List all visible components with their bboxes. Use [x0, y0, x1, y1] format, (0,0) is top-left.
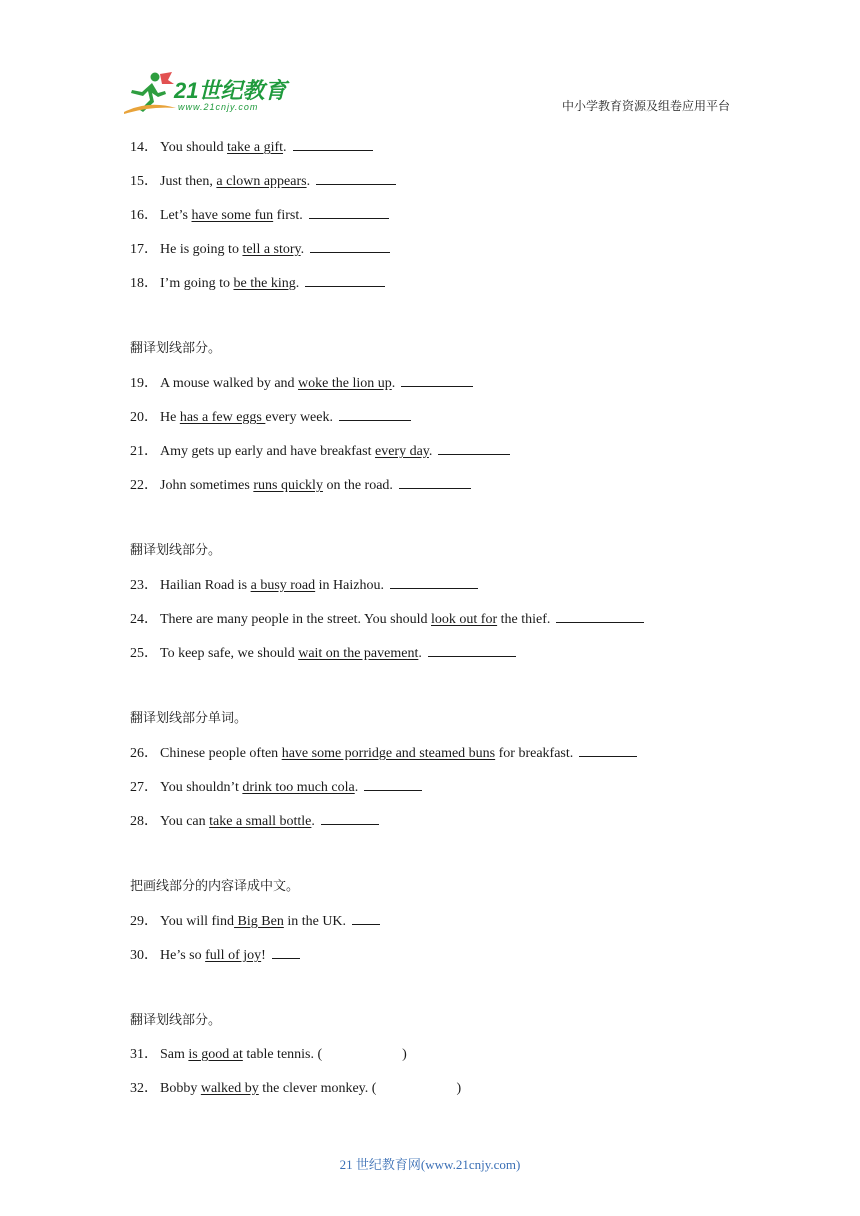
question-text: first. — [273, 208, 303, 223]
question-text: table tennis. ( — [242, 1047, 323, 1062]
question-number: 20． — [130, 410, 158, 425]
question-text: You shouldn’t — [160, 780, 243, 795]
answer-blank[interactable] — [399, 474, 471, 489]
underlined-phrase: look out for — [431, 612, 498, 627]
question-text: Chinese people often — [160, 746, 282, 761]
question-text: Amy gets up early and have breakfast — [160, 444, 375, 459]
underlined-phrase: full of joy — [205, 948, 262, 963]
underlined-phrase: tell a story — [242, 242, 301, 257]
question-text: . — [283, 140, 287, 155]
question-text: for breakfast. — [495, 746, 574, 761]
question-text: He’s so — [160, 948, 206, 963]
question-26 — [130, 742, 750, 776]
question-number: 19． — [130, 376, 158, 391]
question-text: He — [160, 410, 180, 425]
question-text: Bobby — [160, 1081, 201, 1096]
question-24 — [130, 608, 750, 642]
runner-logo-icon — [122, 70, 178, 116]
answer-blank[interactable] — [352, 910, 380, 925]
question-text: . — [354, 780, 359, 795]
question-20 — [130, 406, 750, 440]
section-title: 翻译划线部分。 — [130, 341, 222, 356]
question-text: in the UK. — [283, 914, 347, 929]
underlined-phrase: drink too much cola — [242, 780, 355, 795]
question-28 — [130, 810, 750, 844]
question-text: . — [311, 814, 315, 829]
question-16 — [130, 204, 750, 238]
question-30 — [130, 944, 750, 978]
question-15 — [130, 170, 750, 204]
answer-blank[interactable] — [272, 944, 300, 959]
page-footer: 21 世纪教育网(www.21cnjy.com) — [339, 1157, 521, 1172]
question-19 — [130, 372, 750, 406]
underlined-phrase: has a few eggs — [179, 410, 266, 425]
question-number: 30． — [130, 948, 158, 963]
question-number: 27． — [130, 780, 158, 795]
question-32 — [130, 1078, 750, 1112]
close-paren: ) — [456, 1081, 462, 1096]
underlined-phrase: runs quickly — [253, 478, 323, 493]
answer-blank[interactable] — [339, 406, 411, 421]
section-title: 翻译划线部分。 — [130, 543, 222, 558]
question-29 — [130, 910, 750, 944]
question-17 — [130, 238, 750, 272]
question-number: 28． — [130, 814, 158, 829]
answer-blank[interactable] — [401, 372, 473, 387]
underlined-phrase: every day — [374, 444, 429, 459]
question-number: 26． — [130, 746, 158, 761]
section-title: 把画线部分的内容译成中文。 — [130, 879, 300, 894]
platform-title: 中小学教育资源及组卷应用平台 — [561, 99, 730, 113]
answer-blank[interactable] — [321, 810, 379, 825]
question-text: . — [391, 376, 396, 391]
close-paren: ) — [402, 1047, 407, 1062]
question-number: 17． — [130, 242, 158, 257]
answer-blank[interactable] — [428, 642, 516, 657]
question-text: . — [418, 646, 422, 661]
underlined-phrase: wait on the pavement — [298, 646, 419, 661]
underlined-phrase: walked by — [200, 1081, 259, 1096]
question-text: ! — [261, 948, 266, 963]
answer-blank[interactable] — [579, 742, 637, 757]
logo — [122, 70, 292, 118]
question-25 — [130, 642, 750, 676]
question-text: Let’s — [160, 208, 192, 223]
question-text: You will find — [160, 914, 235, 929]
question-text: . — [300, 242, 305, 257]
question-text: He is going to — [160, 242, 243, 257]
underlined-phrase: have some fun — [191, 208, 274, 223]
question-number: 31． — [130, 1047, 158, 1062]
question-text: every week. — [265, 410, 333, 425]
answer-blank[interactable] — [305, 272, 385, 287]
question-text: . — [428, 444, 433, 459]
question-number: 29． — [130, 914, 158, 929]
answer-blank[interactable] — [390, 574, 478, 589]
underlined-phrase: have some porridge and steamed buns — [281, 746, 496, 761]
question-27 — [130, 776, 750, 810]
question-text: on the road. — [322, 478, 393, 493]
worksheet-content — [130, 136, 750, 1112]
question-number: 24． — [130, 612, 158, 627]
underlined-phrase: a clown appears — [216, 174, 307, 189]
logo-url: www.21cnjy.com — [178, 102, 259, 112]
answer-blank[interactable] — [309, 204, 389, 219]
section-title: 翻译划线部分。 — [130, 1013, 222, 1028]
section-title: 翻译划线部分单词。 — [130, 711, 248, 726]
question-text: the thief. — [497, 612, 551, 627]
question-text: Hailian Road is — [160, 578, 251, 593]
answer-blank[interactable] — [310, 238, 390, 253]
page-header — [0, 0, 860, 130]
question-number: 32． — [130, 1081, 158, 1096]
underlined-phrase: is good at — [188, 1047, 243, 1062]
question-text: You should — [160, 140, 228, 155]
answer-blank[interactable] — [316, 170, 396, 185]
question-number: 25． — [130, 646, 158, 661]
question-text: There are many people in the street. You should — [160, 612, 431, 627]
question-number: 21． — [130, 444, 158, 459]
question-text: I’m going to — [160, 276, 234, 291]
question-21 — [130, 440, 750, 474]
question-text: You can — [160, 814, 210, 829]
question-number: 18． — [130, 276, 158, 291]
underlined-phrase: Big Ben — [234, 914, 284, 929]
question-text: the clever monkey. ( — [258, 1081, 377, 1096]
underlined-phrase: take a small bottle — [209, 814, 312, 829]
answer-blank[interactable] — [556, 608, 644, 623]
question-31 — [130, 1044, 750, 1078]
answer-blank[interactable] — [438, 440, 510, 455]
question-text: Sam — [160, 1047, 189, 1062]
underlined-phrase: take a gift — [227, 140, 284, 155]
question-text: in Haizhou. — [315, 578, 384, 593]
question-number: 22． — [130, 478, 158, 493]
question-text: To keep safe, we should — [160, 646, 299, 661]
question-23 — [130, 574, 750, 608]
question-14 — [130, 136, 750, 170]
question-text: Just then, — [160, 174, 217, 189]
question-18 — [130, 272, 750, 306]
question-text: . — [295, 276, 300, 291]
question-text: . — [306, 174, 311, 189]
question-number: 23． — [130, 578, 158, 593]
question-text: John sometimes — [160, 478, 254, 493]
answer-blank[interactable] — [293, 136, 373, 151]
question-number: 16． — [130, 208, 158, 223]
answer-blank[interactable] — [364, 776, 422, 791]
logo-text: 21世纪教育 — [174, 78, 287, 103]
question-22 — [130, 474, 750, 508]
question-text: A mouse walked by and — [160, 376, 299, 391]
underlined-phrase: woke the lion up — [298, 376, 392, 391]
underlined-phrase: a busy road — [250, 578, 316, 593]
question-number: 14． — [130, 140, 158, 155]
question-number: 15． — [130, 174, 158, 189]
underlined-phrase: be the king — [233, 276, 296, 291]
